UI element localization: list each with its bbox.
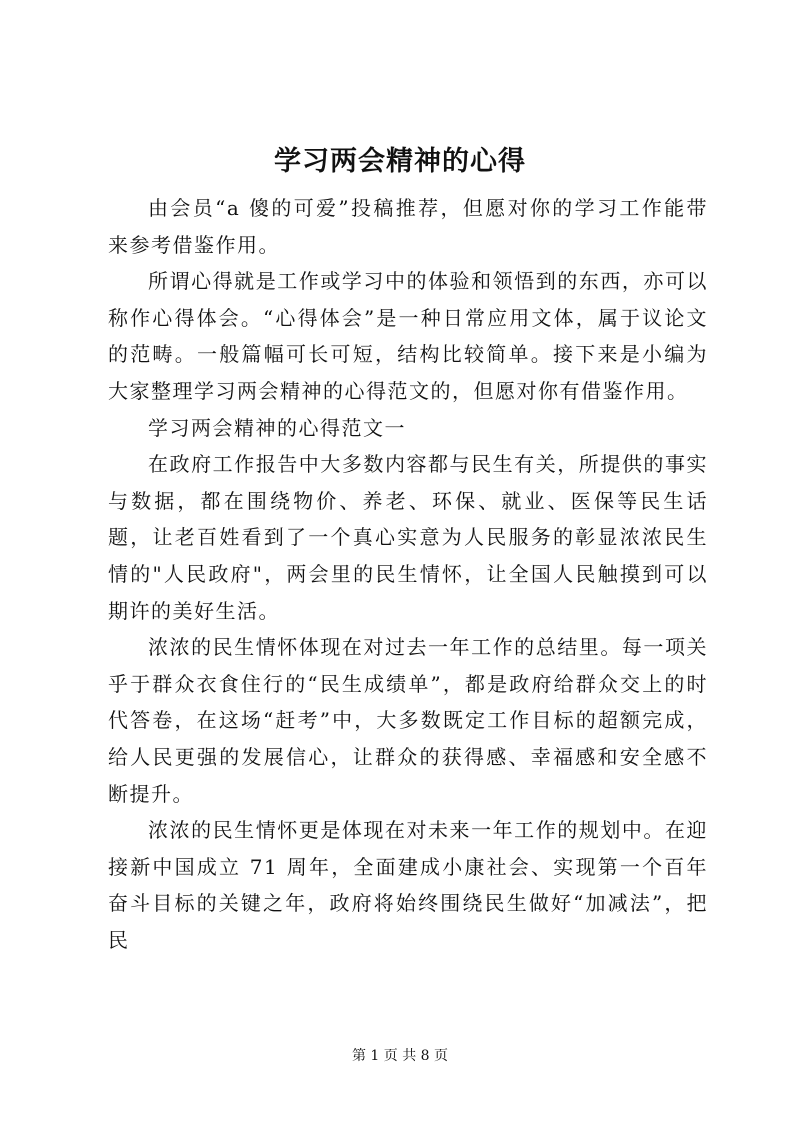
paragraph-report: 在政府工作报告中大多数内容都与民生有关，所提供的事实与数据，都在围绕物价、养老、环保、就业、医保等民生话题，让老百姓看到了一个真心实意为人民服务的彰显浓浓民生情的"人民政府"，两会里的民生情怀，让全国人民触摸到可以期许的美好生活。: [108, 452, 708, 623]
paragraph-intro: 由会员“a 傻的可爱”投稿推荐，但愿对你的学习工作能带来参考借鉴作用。: [108, 196, 708, 257]
paragraph-definition: 所谓心得就是工作或学习中的体验和领悟到的东西，亦可以称作心得体会。“心得体会”是一种日常应用文体，属于议论文的范畴。一般篇幅可长可短，结构比较简单。接下来是小编为大家整理学习两会精神的心得范文的，但愿对你有借鉴作用。: [108, 269, 708, 403]
document-body: [108, 190, 708, 958]
section-heading: 学习两会精神的心得范文一: [148, 415, 406, 440]
page-number-footer: 第 1 页 共 8 页: [351, 1048, 449, 1064]
paragraph-summary: 浓浓的民生情怀体现在对过去一年工作的总结里。每一项关乎于群众衣食住行的“民生成绩单”，都是政府给群众交上的时代答卷，在这场“赶考”中，大多数既定工作目标的超额完成，给人民更强的发展信心，让群众的获得感、幸福感和安全感不断提升。: [108, 635, 708, 806]
paragraph-plan: 浓浓的民生情怀更是体现在对未来一年工作的规划中。在迎接新中国成立 71 周年，全面建成小康社会、实现第一个百年奋斗目标的关键之年，政府将始终围绕民生做好“加减法”，把民: [108, 818, 708, 952]
document-title: 学习两会精神的心得: [274, 146, 526, 177]
